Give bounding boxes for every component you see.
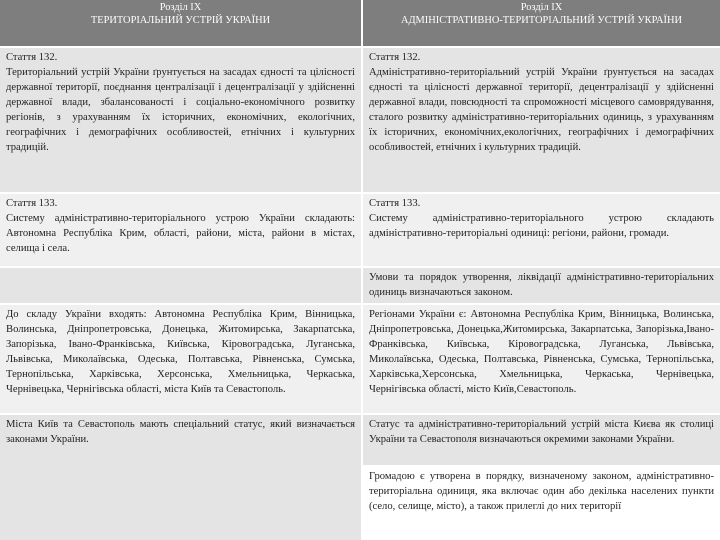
- row1-right-article: Стаття 132.: [369, 52, 421, 63]
- header-right-title: АДМІНІСТРАТИВНО-ТЕРИТОРІАЛЬНИЙ УСТРІЙ УКРАЇНИ: [400, 14, 683, 26]
- row4-right-cell: [363, 305, 720, 413]
- row1-left-article: Стаття 132.: [6, 52, 58, 63]
- row4-left-cell: [0, 305, 361, 413]
- row5-right-text: Статус та адміністративно-територіальний устрій міста Києва як столиці України та Севастополя визначаються окремими законами України.: [369, 419, 714, 445]
- row2-right-cell: [363, 194, 720, 266]
- row1-left-cell: [0, 48, 361, 192]
- row2-right-text: Систему адміністративно-територіального устрою складають адміністративно-територіальні одиниці: регіони, райони, громади.: [369, 213, 714, 239]
- row5-left-cell: [0, 415, 361, 540]
- row2-left-cell: [0, 194, 361, 266]
- row5-right-cell: [363, 415, 720, 465]
- header-left-section: Розділ IX: [159, 2, 202, 13]
- row4-right-text: Регіонами України є: Автономна Республіка Крим, Вінницька, Волинська, Дніпропетровська, Донецька,Житомирська, Закарпатська, Запорізька,Івано-Франківська, Київська, Кіровоградська, Луганська, Львівська, Миколаївська, Одеська, Полтавська, Рівненська, Сумська, Тернопільська, Харківська,Херсонська, Хмельницька, Черкаська, Чернівецька, Чернігівська області, місто Київ,Севастополь.: [369, 309, 714, 395]
- row6-right-cell: [363, 467, 720, 540]
- row6-right-text: Громадою є утворена в порядку, визначеному законом, адміністративно-територіальна одиниця, яка включає один або декілька населених пункти (село, селище, місто), а також прилеглі до них території: [369, 471, 714, 512]
- row3-right-text: Умови та порядок утворення, ліквідації адміністративно-територіальних одиниць визначаються законом.: [369, 272, 714, 298]
- header-left-title: ТЕРИТОРІАЛЬНИЙ УСТРІЙ УКРАЇНИ: [90, 14, 271, 26]
- row4-left-text: До складу України входять: Автономна Республіка Крим, Вінницька, Волинська, Дніпропетровська, Донецька, Житомирська, Закарпатська, Запорізька, Івано-Франківська, Київська, Кіровоградська, Луганська, Львівська, Миколаївська, Одеська, Полтавська, Рівненська, Сумська, Тернопільська, Харківська, Херсонська, Хмельницька, Черкаська, Чернівецька, Чернігівська області, міста Київ та Севастополь.: [6, 309, 355, 395]
- header-right: [363, 0, 720, 46]
- header-left: [0, 0, 361, 46]
- row1-right-cell: [363, 48, 720, 192]
- row3-left-cell: [0, 268, 361, 303]
- row2-right-article: Стаття 133.: [369, 198, 421, 209]
- row3-right-cell: [363, 268, 720, 303]
- row1-left-text: Територіальний устрій України ґрунтується на засадах єдності та цілісності державної території, поєднання централізації і децентралізації у здійсненні державної влади, збалансованості і соціально-економічного розвитку регіонів, з урахуванням їх історичних, економічних, екологічних, географічних і демографічних особливостей, етнічних і культурних традицій.: [6, 67, 355, 153]
- header-right-section: Розділ IX: [520, 2, 563, 13]
- row5-left-text: Міста Київ та Севастополь мають спеціальний статус, який визначається законами України.: [6, 419, 355, 445]
- row1-right-text: Адміністративно-територіальний устрій України ґрунтується на засадах єдності та цілісності державної території, децентралізації у здійсненні державної влади, повсюдності та спроможності місцевого самоврядування, сталого розвитку адміністративно-територіальних одиниць, з урахуванням їх історичних, економічних,екологічних, географічних і демографічних особливостей, етнічних і культурних традицій.: [369, 67, 714, 153]
- row2-left-text: Систему адміністративно-територіального устрою України складають: Автономна Республіка Крим, області, райони, міста, райони в містах, селища і села.: [6, 213, 355, 254]
- row2-left-article: Стаття 133.: [6, 198, 58, 209]
